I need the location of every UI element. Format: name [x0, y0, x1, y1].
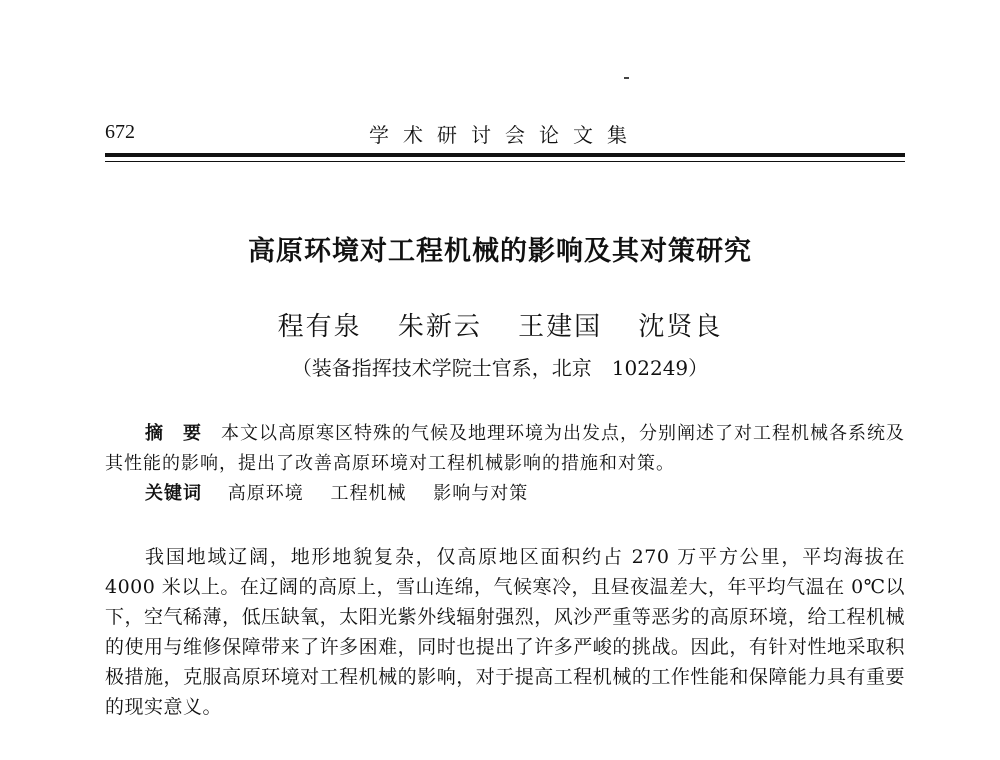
abstract: [105, 419, 905, 479]
keyword: 工程机械: [330, 483, 407, 504]
header-rule-thick: [105, 153, 905, 157]
article-title: 高原环境对工程机械的影响及其对策研究: [248, 236, 752, 267]
author-name: 沈贤良: [638, 312, 723, 342]
keywords: [145, 479, 905, 509]
keywords-label: 关键词: [145, 483, 202, 504]
keyword: 高原环境: [227, 483, 304, 504]
abstract-label: 摘 要: [145, 423, 202, 444]
author-list: [0, 306, 1000, 343]
author-name: 朱新云: [397, 312, 482, 342]
running-head: 学术研讨会论文集: [369, 123, 641, 147]
abstract-text: 本文以高原寒区特殊的气候及地理环境为出发点，分别阐述了对工程机械各系统及其性能的影响，提出了改善高原环境对工程机械影响的措施和对策。: [105, 423, 905, 474]
author-name: 程有泉: [277, 312, 362, 342]
page-number: 672: [105, 121, 135, 143]
body-paragraph: 我国地域辽阔，地形地貌复杂，仅高原地区面积约占 270 万平方公里，平均海拔在 4000 米以上。在辽阔的高原上，雪山连绵，气候寒冷，且昼夜温差大，年平均气温在 0℃以下，空气稀薄，低压缺氧，太阳光紫外线辐射强烈，风沙严重等恶劣的高原环境，给工程机械的使用与维修保障带来了许多困难，同时也提出了许多严峻的挑战。因此，有针对性地采取积极措施，克服高原环境对工程机械的影响，对于提高工程机械的工作性能和保障能力具有重要的现实意义。: [105, 546, 905, 718]
keyword: 影响与对策: [433, 483, 529, 504]
header-rule-thin: [105, 161, 905, 162]
affiliation: （装备指挥技术学院士官系，北京 102249）: [291, 356, 709, 380]
scan-speck: [624, 77, 629, 79]
author-name: 王建国: [518, 312, 603, 342]
